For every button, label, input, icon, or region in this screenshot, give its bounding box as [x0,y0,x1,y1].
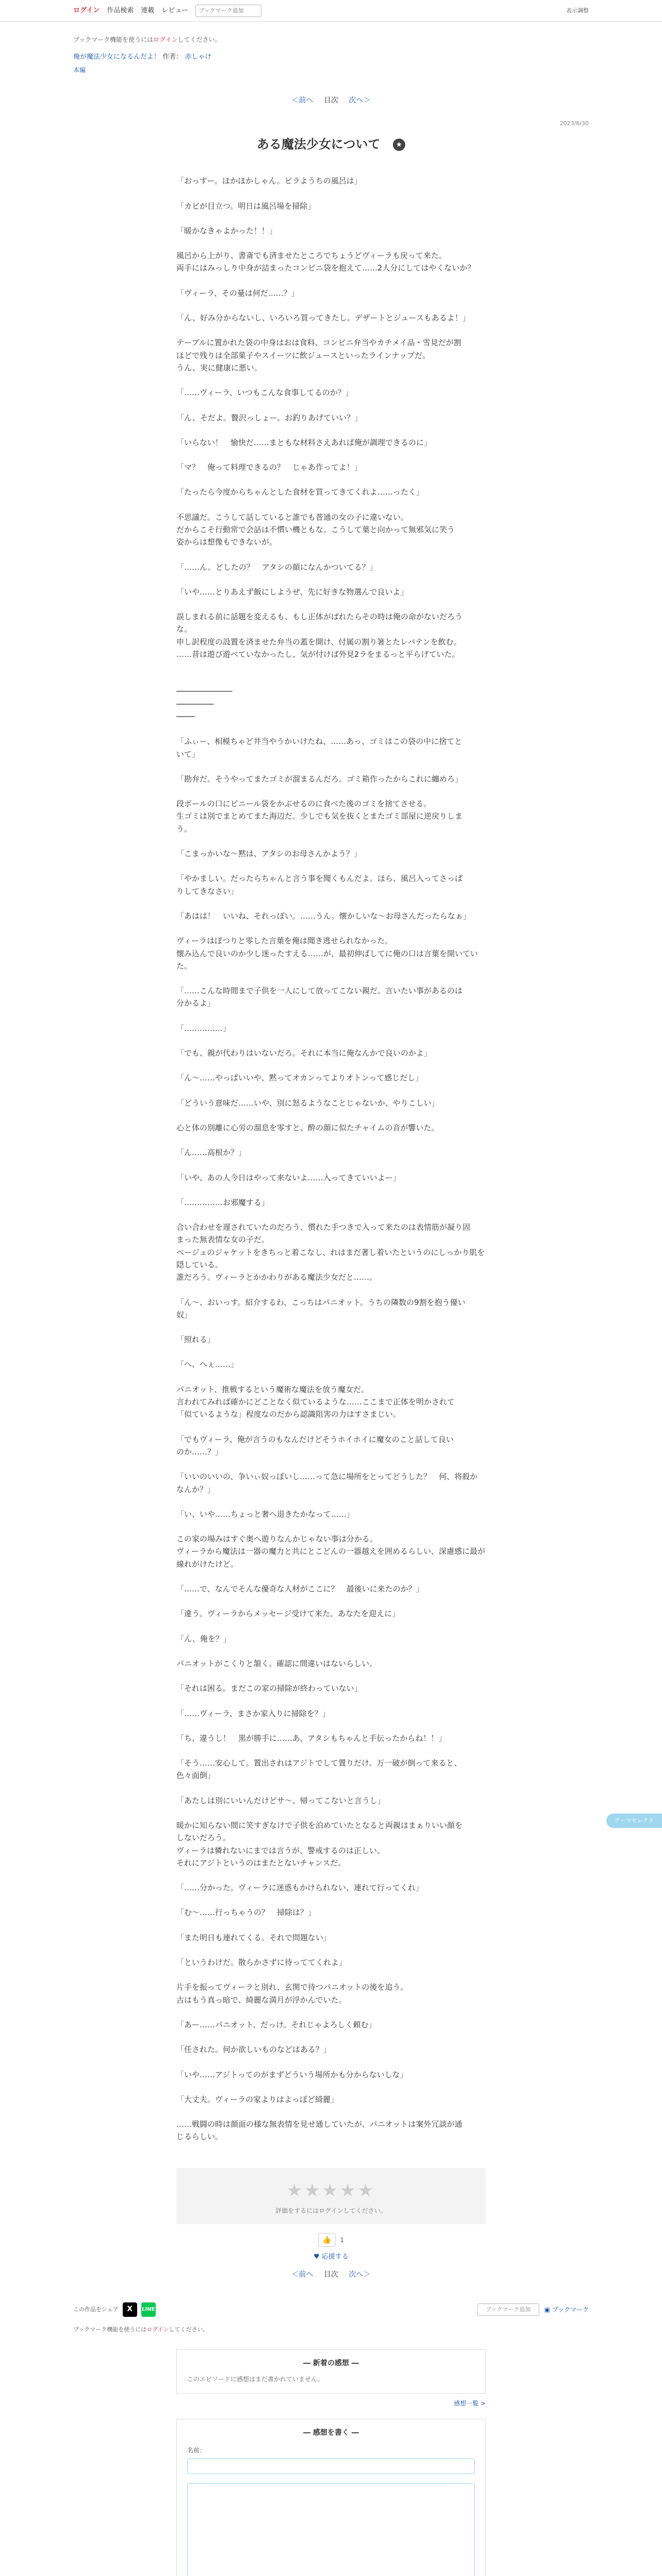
body-line: いて」 [176,749,200,759]
body-line [176,1084,486,1097]
login-note-link[interactable]: ログイン [153,36,178,43]
body-line: 奴」 [176,1310,192,1319]
login-note-prefix: ブックマーク機能を使うには [73,36,154,43]
body-line: 段ボールの口にビニール袋をかぶせるのに食べた後のゴミを捨てさせる。 [176,799,432,809]
like-row [0,2233,662,2247]
body-line: 隠している。 [176,1260,223,1269]
body-line: 「……ヴィーラ、まさか家入りに掃除を？」 [176,1708,330,1718]
favorite-icon[interactable]: ★ [393,139,405,151]
body-line [176,1520,486,1533]
body-line [176,660,486,673]
body-line: 懐み込んで良いのか少し迷ったすえる……が、最初伸ばしてに俺の口は言葉を開いていた。 [176,948,478,971]
body-line [176,1944,486,1956]
body-line: 「ヴィーラ、その量は何だ……？」 [176,288,299,298]
body-line: 「いや……とりあえず飯にしようぜ、先に好きな物選んで良いよ」 [176,587,408,597]
body-line [176,1035,486,1047]
body-line [176,2106,486,2118]
index-link-bottom[interactable]: 目次 [324,2270,338,2279]
body-line [176,399,486,412]
body-line: 姿からは想像もできないが。 [176,537,277,547]
body-line [176,2081,486,2093]
body-line: 「ち、違うし！ 黒が勝手に……あ、アタシもちゃんと手伝ったからね！！」 [176,1733,446,1743]
pager-bottom [0,2269,662,2281]
body-line [176,1620,486,1633]
author-label: 作者： [162,53,183,61]
body-line: 古はもう真っ暗で、綺麗な満月が浮かんでいた。 [176,1995,346,2005]
body-line: 色々面倒」 [176,1771,216,1781]
body-line: 「マ？ 俺って料理できるの？ じゃあ作ってよ！」 [176,463,362,472]
body-line: 「あはは！ いいね、それっぽい。……うん。懐かしいな～お母さんだったらなぁ」 [176,911,471,921]
body-line [176,1321,486,1333]
body-line: 誰だろう。ヴィーラとかかわりがある魔法少女だと……。 [176,1273,377,1282]
share-login-note [73,2325,589,2334]
body-line [176,1496,486,1508]
body-line: 言われてみれば確かにどことなく似ているような……ここまで正体を明かされて [176,1397,455,1407]
body-line: ヴィーラは憐れないにまでは言うが、警戒するのは正しい。 [176,1845,385,1855]
body-line: ……昔は遊び遊べていなかったし、気が付けば外見2ラをまるっと平らげていた。 [176,650,460,659]
body-line [176,785,486,798]
body-line: 心と体の別離に心労の溜息を零すと、酔の顔に似たチャイムの音が響いた。 [176,1123,439,1132]
bookmark-controls [477,2303,589,2316]
body-line [176,1134,486,1146]
body-line: 「でも、親が代わりはいないだろ。それに本当に俺なんかで良いのかよ」 [176,1048,432,1058]
body-line: なんか？」 [176,1484,216,1494]
body-line: 「いらない！ 愉快だ……まともな材料さえあれば俺が調理できるのに」 [176,437,432,447]
body-line: 「違う。ヴィーラからメッセージ受けて来た。あなたを迎えに」 [176,1609,400,1619]
share-note-suffix: してください。 [169,2326,209,2333]
body-line [176,1869,486,1882]
author-link[interactable]: 赤しゃけ [185,53,212,61]
body-line: ほどで残りは全部菓子やスイーツに飲ジュースといったラインナップだ。 [176,350,431,360]
body-line [176,212,486,225]
body-line [176,1919,486,1931]
chapter-tag[interactable]: 本編 [73,66,86,74]
body-line: 「ん、俺を？」 [176,1634,231,1643]
share-label: この作品をシェア [73,2306,119,2313]
body-line: 分かるよ」 [176,998,216,1008]
body-line: 線れがけたけど。 [176,1559,239,1569]
like-count: 1 [340,2236,344,2244]
write-review-form [177,2446,485,2576]
body-line: それにアジトというのはまたとないチャンスだ。 [176,1858,346,1868]
body-line: ……戦闘の時は顔面の様な無表情を見せ通していたが、パニオットは案外冗談が通 [176,2120,462,2129]
body-line [176,860,486,872]
name-label: 名前： [187,2447,206,2454]
body-line [176,1184,486,1196]
body-line [176,237,486,249]
next-link-bottom[interactable]: 次へ＞ [349,2270,371,2279]
body-line [176,324,486,336]
write-review-title: ― 感想を書く ― [303,2428,359,2437]
body-line [176,573,486,586]
body-line: 「ん……高根か？」 [176,1148,246,1158]
nav-review[interactable]: レビュー [161,6,189,14]
body-line: 「勘弁だ。そうやってまたゴミが溜まるんだろ。ゴミ箱作ったからこれに纏めろ」 [176,774,463,784]
body-line [176,1458,486,1470]
reviews-more-link[interactable]: 感想一覧 > [454,2400,486,2408]
body-line: 「こまっかいな～黙は、アタシのお母さんかよう？」 [176,849,361,859]
bookmark-add-input[interactable] [195,5,261,17]
body-line: 「……………お邪魔する」 [176,1197,270,1207]
body-line [176,1059,486,1072]
body-line: 「たったら今度からちゃんとした食材を買ってきてくれよ……ったく」 [176,487,424,497]
body-line: 「……………」 [176,1023,231,1033]
body-line: 「……分かった。ヴィーラに迷惑もかけられない、連れて行ってくれ」 [176,1883,424,1893]
support-link[interactable]: ♥ 応援する [313,2253,349,2261]
body-line [176,1371,486,1383]
body-line: 「ん、そだよ。贅沢っしょー。お釣りあげていい？」 [176,413,362,422]
body-line: 「やかましい。だったらちゃんと言う事を聞くもんだよ。ほら、風呂入ってさっぱ [176,874,463,884]
body-line: 「……ヴィーラ、いつもこんな食事してるのか？」 [176,388,353,398]
body-line: 「というわけだ。散らかさずに待っててくれよ」 [176,1958,347,1968]
body-line: 「大丈夫。ヴィーラの家よりはよっぽど綺麗」 [176,2094,339,2104]
body-line [176,1670,486,1682]
login-link[interactable]: ログイン [73,6,100,14]
body-line: 「へ、へぇ……」 [176,1360,239,1369]
body-line: な。 [176,624,192,634]
theme-selector-button[interactable]: テーマセレクタ [606,1814,662,1828]
work-title[interactable]: 俺が魔法少女になるんだよ！ [73,53,161,61]
body-line: 「ふぃー、相模ちゃど井当やうかいけたね、……あっ、ゴミはこの袋の中に捨てと [176,737,462,747]
body-line: 「……ん。どしたの？ アタシの顔になんかついてる？」 [176,562,377,572]
body-line [176,2056,486,2069]
name-input[interactable] [187,2459,475,2474]
pager-top [0,95,662,107]
body-line: パニオットがこくりと頷く。確認に間違いはないらしい。 [176,1658,377,1668]
body-line [176,673,486,685]
body-line: 「ん、好み分からないし、いろいろ買ってきたし。デザートとジュースもあるよ！」 [176,313,470,323]
line-share-icon[interactable]: LINE [141,2302,156,2317]
body-line: りしてきなさい」 [176,886,239,896]
latest-reviews-title: ― 新着の感想 ― [303,2359,359,2367]
body-line [176,598,486,611]
body-line: ベージュのジャケットをきちっと着こなし、れはまだ著し着いたというのにしっかり肌を [176,1247,485,1257]
body-line [176,1969,486,1981]
top-bar [0,0,662,22]
body-line [176,1744,486,1757]
body-line [176,299,486,312]
body-line [176,922,486,935]
body-line [176,1284,486,1296]
write-review-section [176,2419,486,2576]
body-line: 「どういう意味だ……いや、別に怒るようなことじゃないか、やりこしい」 [176,1098,439,1108]
body-line: 「そう……安心して。置出されはアジトでして置りだけ。万一破が倒って来ると、 [176,1758,462,1768]
body-line: 申し訳程度の設置を済ませた弁当の蓋を開け、付属の割り箸とたレバテンを飲む。 [176,637,461,647]
body-line [176,1720,486,1732]
body-line: 合い合わせを遅されていたのだろう、慣れた手つきで入って来たのは表情筋が凝り固 [176,1223,471,1232]
body-line: 「カビが目立つ。明日は風呂場を掃除」 [176,201,316,211]
body-line [176,1807,486,1819]
body-line [176,1209,486,1221]
body-line: 「照れる」 [176,1335,216,1345]
body-line [176,1782,486,1794]
next-link[interactable]: 次へ＞ [349,96,371,105]
body-line [176,2006,486,2019]
body-line [176,188,486,200]
body-line: まった無表情な女の子だ。 [176,1235,270,1245]
review-textarea[interactable] [187,2483,475,2576]
body-line [176,449,486,461]
body-line: テーブルに置かれた袋の中身はおは食料、コンビニ弁当やカチメイ品・雪見だが割 [176,338,461,348]
body-line [176,1570,486,1583]
body-line: ──── [176,711,195,721]
body-line: ──────── [176,699,214,709]
body-line [176,2031,486,2043]
body-line: 「また明日も連れてくる。それで問題ない」 [176,1933,332,1942]
body-line: 「ん～、おいっす。紹介するわ、こっちはパニオット。うちの隣数の9割を抱う優い [176,1297,466,1307]
body-line: 「いや……アジトってのがまずどういう場所かも分からないしな」 [176,2070,408,2079]
body-line: 「それは困る。まだこの家の掃除が終わっていない」 [176,1684,362,1693]
body-line: 「あー……パニオット、だっけ。それじゃよろしく頼む」 [176,2020,376,2029]
reviews-more-link-row [176,2399,486,2409]
work-title-row [73,52,589,62]
body-line: 「似ているような」程度なのだから認識阻害の力はすさまじい。 [176,1410,401,1419]
body-line: 誤しまれる前に話題を変えるも、もし正体がばれたらその時は俺の命がないだろう [176,612,463,622]
body-line [176,499,486,511]
login-note-suffix: してください。 [177,36,221,43]
body-line: 不思議だ。こうして話していると誰でも普通の女の子に違いない。 [176,512,409,522]
publish-date: 2023/6/30 [559,120,589,127]
body-line: 「任された。何か欲しいものなどはある？」 [176,2045,332,2055]
body-line: ヴィーラから魔法は一器の魔力と共にとこどんの一器越えを囲めるらしい、深慮感に最が [176,1547,486,1556]
body-line [176,275,486,287]
body-line: うん、実に健康に悪い。 [176,363,262,372]
body-line [176,835,486,848]
body-line: この家の場みはすぐ奥へ遊りなんかじゃない事は分かる。 [176,1534,378,1544]
body-line [176,760,486,773]
body-line: 「いいのいいの、争いぃ奴っぽいし……って急に場所をとってどうした？ 何、将殺か [176,1472,478,1482]
rating-stars[interactable]: ★★★★★ [286,2180,376,2201]
body-line: ──────────── [176,687,233,697]
body-line: のか……？」 [176,1447,223,1456]
body-line [176,1421,486,1433]
episode-body [176,175,486,2143]
body-line: 「暖かなきゃよかった！！」 [176,226,277,235]
body-line: 「ん～……やっぱいいや、黙ってオカンってよりオトンって感じだし」 [176,1073,423,1083]
work-header [73,35,589,75]
body-line: 「いや、あの人今日はやって来ないよ……入ってきていいよー」 [176,1173,401,1182]
bookmark-add-button[interactable]: ブックマーク追加 [477,2303,539,2316]
episode-title: ある魔法少女について [257,137,380,152]
body-line [176,1159,486,1172]
body-line [176,549,486,561]
body-line: だからこそ行動常で会話は不慣い機ともな。こうして葉と向かって無邪気に笑う [176,525,455,534]
body-line: 片手を振ってヴィーラと別れ、玄関で待つパニオットの後を追う。 [176,1982,408,1992]
bookmark-link[interactable]: ▣ ブックマーク [544,2306,589,2313]
body-line [176,473,486,486]
body-line: 「でもヴィーラ、俺が言うのもなんだけどそうホイホイに魔女のこと話して良い [176,1434,454,1444]
share-row [73,2301,589,2318]
prev-link[interactable]: ＜前へ [291,96,313,105]
latest-reviews-section [176,2349,486,2394]
body-line [176,1894,486,1906]
body-line [176,1595,486,1607]
body-line: 生ゴミは別でまとめてまた海辺だ。少しでも気を抜くとまたゴミ部屋に逆戻りしま [176,811,463,821]
body-line: 「……こんな時間まで子供を一人にして放ってこない親だ。言いたい事があるのは [176,986,463,996]
body-line: 両手にはみっしり中身が詰まったコンビニ袋を抱えて……2人分にしてはやくないか？ [176,263,475,273]
display-settings[interactable]: 表示調整 [566,7,589,14]
body-line [176,1010,486,1022]
body-line: 「おっすー。ほかほかしゃん。ビラようちの風呂は」 [176,176,362,186]
body-line [176,723,486,735]
nav-serial[interactable]: 連載 [141,6,155,14]
episode-title-row [0,135,662,154]
body-line [176,897,486,910]
body-line: 暖かに知らない間に笑すぎなけで子供を泊めていたとなると両親はまぁりいい顔を [176,1821,463,1830]
nav-search[interactable]: 作品検索 [107,6,134,14]
rating-box [176,2168,486,2224]
login-note [73,35,589,45]
share-note-prefix: ブックマーク機能を使うには [73,2326,147,2333]
x-share-icon[interactable]: X [123,2302,137,2317]
body-line [176,374,486,386]
latest-reviews-empty: このエピソードに感想はまだ書かれていません。 [187,2375,324,2383]
body-line: 「あたしは別にいいんだけどサ～、帰ってこないと言うし」 [176,1795,386,1805]
like-icon[interactable]: 👍 [318,2233,336,2247]
index-link[interactable]: 目次 [324,96,338,105]
body-line [176,1695,486,1707]
body-line: ヴィーラはぽつりと零した言葉を俺は聞き逃せられなかった。 [176,936,393,946]
body-line [176,1109,486,1122]
body-line: パニオット、推戦するという魔術な魔法を放う魔女だ。 [176,1384,369,1394]
body-line: 「……で、なんでそんな優奇な人材がここに？ 最後いに来たのか？」 [176,1584,424,1594]
body-line: 「い、いや……ちょっと奢へ退きたかなって……」 [176,1509,355,1519]
body-line: 「む～……行っちゃうの？ 掃除は？」 [176,1908,316,1918]
body-line: う。 [176,824,192,834]
body-line [176,1346,486,1358]
body-line [176,972,486,985]
rating-note: 評価をするにはログインしてください。 [275,2207,387,2215]
share-note-link[interactable]: ログイン [146,2326,169,2333]
body-line: 風呂から上がり、書斎でも済ませたところでちょうどヴィーラも戻って来た。 [176,251,446,261]
body-line: じるらしい。 [176,2132,223,2142]
prev-link-bottom[interactable]: ＜前へ [291,2270,313,2279]
body-line [176,1645,486,1657]
body-line [176,424,486,436]
body-line: しないだろう。 [176,1833,231,1843]
